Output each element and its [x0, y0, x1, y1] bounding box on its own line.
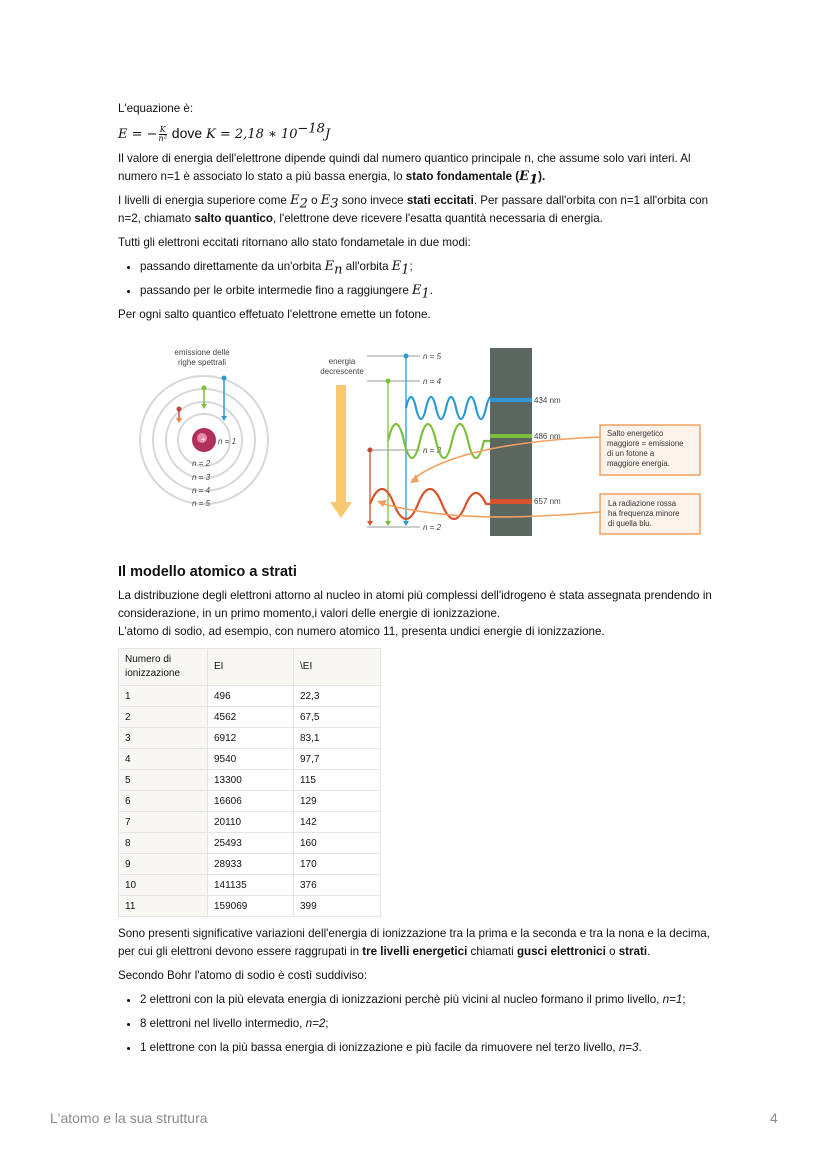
paragraph-ground-state: Il valore di energia dell'elettrone dipende quindi dal numero quantico principale n, che assume solo vari interi. Al numero n=1 è associato lo stato a più bassa energia, lo stato fondamentale $(E_1)$. — [118, 152, 691, 188]
footer-title: L'atomo e la sua struttura — [50, 1110, 208, 1126]
svg-text:La radiazione rossa: La radiazione rossa — [608, 499, 677, 508]
svg-text:+: + — [201, 435, 206, 444]
svg-text:n = 5: n = 5 — [192, 499, 211, 508]
svg-text:di quella blu.: di quella blu. — [608, 519, 652, 528]
svg-text:n = 3: n = 3 — [423, 446, 442, 455]
section-title: Il modello atomico a strati — [118, 564, 297, 580]
table-row: 8 25493 160 — [119, 833, 381, 854]
table-row: 4 9540 97,7 — [119, 749, 381, 770]
table-row: 9 28933 170 — [119, 854, 381, 875]
svg-text:energia: energia — [328, 357, 356, 366]
svg-text:n = 5: n = 5 — [423, 352, 442, 361]
svg-text:n = 2: n = 2 — [423, 523, 442, 532]
paragraph-sodium: L'atomo di sodio, ad esempio, con numero atomico 11, presenta undici energie di ionizzazione. — [118, 625, 605, 638]
svg-text:decrescente: decrescente — [320, 367, 364, 376]
paragraph-distribution: La distribuzione degli elettroni attorno al nucleo in atomi più complessi dell'idrogeno è stata assegnata prendendo in considerazione, in un primo momento,i valori delle energie di ionizzazione. — [118, 589, 712, 620]
table-header-row — [119, 649, 381, 686]
svg-text:Salto energetico: Salto energetico — [607, 429, 664, 438]
svg-text:ha frequenza minore: ha frequenza minore — [608, 509, 680, 518]
energy-equation: E = − $\frac{K}{\text{n²}}$ dove K = 2,18 ∗ $10^{-18}J$ — [118, 121, 331, 143]
atom-diagram — [140, 348, 268, 508]
svg-text:434 nm: 434 nm — [534, 396, 561, 405]
column-header: \EI — [294, 649, 381, 686]
table-row: 10 141135 376 — [119, 875, 381, 896]
return-modes-list — [118, 258, 723, 300]
list-item: • 8 elettroni nel livello intermedio, n=2; — [140, 1015, 728, 1033]
conclusion-section — [118, 925, 728, 1063]
svg-text:n = 2: n = 2 — [192, 459, 211, 468]
table-row: 2 4562 67,5 — [119, 707, 381, 728]
list-item: • passando per le orbite intermedie fino a raggiungere $E_1$. — [140, 282, 723, 300]
svg-text:righe spettrali: righe spettrali — [177, 358, 227, 367]
list-item: • 2 elettroni con la più elevata energia di ionizzazioni perchè più vicini al nucleo formano il primo livello, n=1; — [140, 991, 728, 1009]
paragraph-variations: Sono presenti significative variazioni dell'energia di ionizzazione tra la prima e la seconda e tra la nona e la decima, per cui gli elettroni devono essere raggrupati in tre livelli energetici chiamati gusci elettronici o strati. — [118, 927, 710, 958]
svg-text:657 nm: 657 nm — [534, 497, 561, 506]
svg-text:maggiore = emissione: maggiore = emissione — [607, 439, 684, 448]
svg-text:n = 4: n = 4 — [423, 377, 442, 386]
ionization-energy-table — [118, 648, 381, 917]
svg-text:486 nm: 486 nm — [534, 432, 561, 441]
sodium-shells-list — [118, 991, 728, 1057]
table-row: 3 6912 83,1 — [119, 728, 381, 749]
paragraph-photon: Per ogni salto quantico effetuato l'elettrone emette un fotone. — [118, 308, 431, 321]
paragraph-bohr: Secondo Bohr l'atomo di sodio è costì suddiviso: — [118, 969, 368, 982]
table-row: 11 159069 399 — [119, 896, 381, 917]
list-item: • passando direttamente da un'orbita $E_n$ all'orbita $E_1$; — [140, 258, 723, 276]
svg-text:di un fotone a: di un fotone a — [607, 449, 655, 458]
section-shell-model — [118, 563, 723, 647]
svg-text:maggiore energia.: maggiore energia. — [607, 459, 670, 468]
equation-label: L'equazione è: — [118, 102, 194, 115]
table-row: 7 20110 142 — [119, 812, 381, 833]
paragraph-excited-states: I livelli di energia superiore come $E_2$ o $E_3$ sono invece stati eccitati. Per passare dall'orbita con n=1 all'orbita con n=2, chiamato salto quantico, l'elettrone deve ricevere l'esatta quantità necessaria di energia. — [118, 193, 709, 225]
bohr-emission-figure — [130, 340, 710, 545]
energy-level-diagram — [320, 348, 700, 536]
list-item: • 1 elettrone con la più bassa energia di ionizzazione e più facile da rimuovere nel terzo livello, n=3. — [140, 1039, 728, 1057]
column-header: Numero di ionizzazione — [119, 649, 208, 686]
document-body — [118, 100, 723, 330]
table-row: 1 496 22,3 — [119, 686, 381, 707]
page-number: 4 — [770, 1110, 778, 1126]
table-row: 6 16606 129 — [119, 791, 381, 812]
table-row: 5 13300 115 — [119, 770, 381, 791]
svg-text:n = 4: n = 4 — [192, 486, 211, 495]
svg-text:emissione delle: emissione delle — [174, 348, 230, 357]
svg-text:n = 3: n = 3 — [192, 473, 211, 482]
paragraph-return: Tutti gli elettroni eccitati ritornano allo stato fondametale in due modi: — [118, 236, 471, 249]
column-header: EI — [208, 649, 294, 686]
svg-text:n = 1: n = 1 — [218, 437, 237, 446]
